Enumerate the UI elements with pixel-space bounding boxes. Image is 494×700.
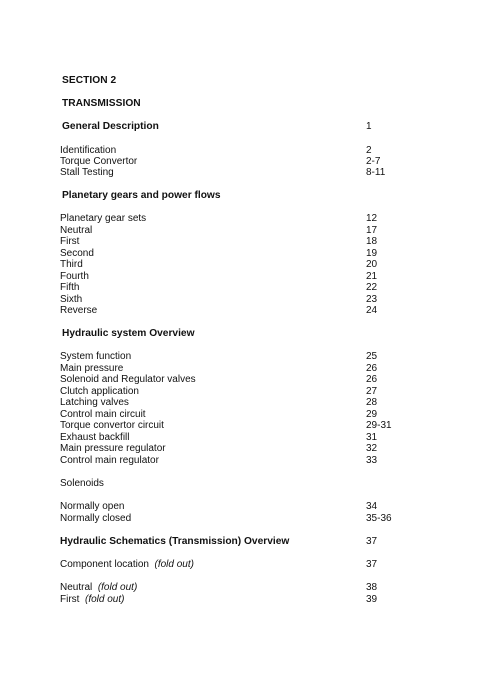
entry-page: 17 (366, 225, 378, 236)
entry-note: (fold out) (154, 559, 194, 570)
entry-label: Control main regulator (60, 455, 159, 466)
heading-page: 1 (366, 121, 372, 132)
toc-entry (60, 351, 400, 363)
entry-page: 2-7 (366, 156, 381, 167)
entry-page: 2 (366, 145, 372, 156)
entry-label: Torque convertor circuit (60, 420, 164, 431)
entry-label: Sixth (60, 294, 83, 305)
entry-label: Second (60, 248, 94, 259)
entry-page: 35-36 (366, 513, 392, 524)
entry-page: 23 (366, 294, 378, 305)
entry-label: Main pressure regulator (60, 443, 166, 454)
toc-entry (60, 305, 400, 317)
entry-page: 27 (366, 386, 378, 397)
entry-label: Component location (60, 559, 149, 570)
heading-label: General Description (62, 121, 159, 132)
entry-label: Normally open (60, 501, 125, 512)
toc-entry (60, 420, 400, 432)
toc-heading-schematics (60, 536, 400, 548)
entry-label-group (60, 582, 137, 594)
toc-entry (60, 236, 400, 248)
entry-page: 31 (366, 432, 378, 443)
entry-label: First (60, 594, 80, 605)
entry-label: Exhaust backfill (60, 432, 130, 443)
toc-heading-hydraulic (62, 328, 402, 340)
entry-page: 19 (366, 248, 378, 259)
subheading-label: Solenoids (60, 478, 104, 489)
toc-entry (60, 513, 400, 525)
entry-note: (fold out) (97, 582, 138, 593)
entry-page: 39 (366, 594, 378, 605)
entry-label: Main pressure (60, 363, 124, 374)
heading-label: Hydraulic Schematics (Transmission) Overview (60, 536, 290, 547)
entry-page: 18 (366, 236, 378, 247)
toc-entry (60, 594, 400, 606)
toc-entry (60, 501, 400, 513)
entry-label: Planetary gear sets (60, 213, 147, 224)
entry-label: Neutral (60, 582, 93, 593)
entry-page: 25 (366, 351, 378, 362)
toc-entry (60, 259, 400, 271)
entry-label: Fifth (60, 282, 80, 293)
entry-page: 26 (366, 363, 378, 374)
toc-entry (60, 374, 400, 386)
entry-label-group (60, 559, 194, 571)
entry-label: Torque Convertor (60, 156, 138, 167)
entry-label: Third (60, 259, 83, 270)
entry-page: 28 (366, 397, 378, 408)
entry-label: Control main circuit (60, 409, 146, 420)
entry-label: System function (60, 351, 132, 362)
entry-label-group (60, 594, 124, 606)
entry-page: 33 (366, 455, 378, 466)
entry-label: Latching valves (60, 397, 129, 408)
entry-page: 22 (366, 282, 378, 293)
section-title: TRANSMISSION (62, 98, 141, 109)
entry-label: Identification (60, 145, 117, 156)
toc-entry (60, 167, 400, 179)
entry-page: 20 (366, 259, 378, 270)
entry-page: 32 (366, 443, 378, 454)
heading-label: Planetary gears and power flows (62, 190, 221, 201)
section-number: SECTION 2 (62, 75, 117, 86)
entry-page: 26 (366, 374, 378, 385)
toc-entry (60, 443, 400, 455)
entry-page: 38 (366, 582, 378, 593)
entry-label: First (60, 236, 80, 247)
toc-entry (60, 282, 400, 294)
toc-entry (60, 213, 400, 225)
entry-page: 37 (366, 559, 378, 570)
heading-label: Hydraulic system Overview (62, 328, 195, 339)
heading-page: 37 (366, 536, 378, 547)
entry-label: Solenoid and Regulator valves (60, 374, 196, 385)
entry-page: 34 (366, 501, 378, 512)
entry-label: Clutch application (60, 386, 139, 397)
entry-page: 8-11 (366, 167, 386, 178)
entry-note: (fold out) (85, 594, 125, 605)
entry-label: Neutral (60, 225, 93, 236)
toc-heading-general (62, 121, 402, 133)
entry-page: 29 (366, 409, 378, 420)
toc-subheading-solenoids (60, 478, 400, 490)
entry-label: Normally closed (60, 513, 132, 524)
entry-page: 29-31 (366, 420, 392, 431)
toc-heading-planetary (62, 190, 402, 202)
entry-page: 21 (366, 271, 378, 282)
entry-page: 12 (366, 213, 378, 224)
entry-label: Reverse (60, 305, 98, 316)
toc-entry (60, 455, 400, 467)
toc-entry (60, 397, 400, 409)
entry-page: 24 (366, 305, 378, 316)
toc-entry (60, 559, 400, 571)
toc-entry (60, 582, 400, 594)
entry-label: Fourth (60, 271, 89, 282)
entry-label: Stall Testing (60, 167, 114, 178)
